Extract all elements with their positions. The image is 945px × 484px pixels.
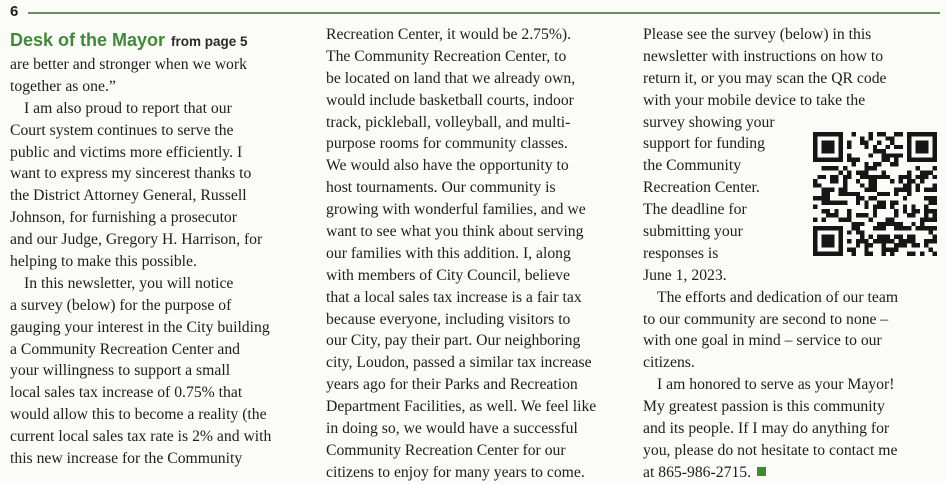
- text-line-content: in doing so, we would have a successful: [326, 420, 578, 438]
- text-line-content: The efforts and dedication of our team: [657, 288, 899, 306]
- text-line: [10, 317, 310, 339]
- text-line-content: return it, or you may scan the QR code: [643, 69, 887, 87]
- text-line: [326, 24, 626, 46]
- text-line: [326, 112, 626, 134]
- text-line: [643, 374, 943, 396]
- text-line-content: this new increase for the Community: [10, 450, 243, 468]
- text-line: [643, 112, 943, 134]
- text-line-content: with one goal in mind – service to our: [643, 332, 882, 350]
- text-line-content: and its people. If I may do anything for: [643, 420, 890, 438]
- text-line: [643, 309, 943, 331]
- text-line-content: The deadline for: [643, 201, 747, 219]
- text-line: [643, 462, 943, 484]
- text-line: [326, 221, 626, 243]
- text-line-content: growing with wonderful families, and we: [326, 201, 586, 219]
- text-line: [10, 54, 310, 76]
- text-line: [10, 229, 310, 251]
- text-line: [643, 352, 943, 374]
- text-line-content: June 1, 2023.: [643, 266, 727, 284]
- text-line-content: with members of City Council, believe: [326, 266, 570, 284]
- text-line: [643, 68, 943, 90]
- text-line-content: a Community Recreation Center and: [10, 340, 241, 358]
- text-line-content: the District Attorney General, Russell: [10, 187, 247, 205]
- text-line: [10, 295, 310, 317]
- text-line-content: be located on land that we already own,: [326, 69, 576, 87]
- text-line: [326, 243, 626, 265]
- text-line-content: local sales tax increase of 0.75% that: [10, 384, 243, 402]
- text-line: [326, 418, 626, 440]
- text-line-content: our families with this addition. I, along: [326, 244, 571, 262]
- text-line: [643, 90, 943, 112]
- text-line: [10, 273, 310, 295]
- page-header: [6, 3, 940, 25]
- text-line-content: submitting your: [643, 223, 743, 241]
- text-line: [326, 462, 626, 484]
- text-line-content: In this newsletter, you will notice: [24, 274, 234, 292]
- text-line-content: and our Judge, Gregory H. Harrison, for: [10, 231, 263, 249]
- column-2: [326, 24, 626, 484]
- text-line: [10, 120, 310, 142]
- text-line-content: I am honored to serve as your Mayor!: [657, 376, 895, 394]
- text-line: [10, 360, 310, 382]
- text-line: [326, 330, 626, 352]
- end-of-article-square-icon: [757, 467, 766, 476]
- text-line-content: track, pickleball, volleyball, and multi-: [326, 113, 571, 131]
- text-line-content: Recreation Center, it would be 2.75%).: [326, 26, 572, 43]
- text-line-content: purpose rooms for community classes.: [326, 135, 568, 153]
- qr-code-icon[interactable]: [811, 132, 939, 256]
- text-line-content: are better and stronger when we work: [10, 56, 247, 73]
- text-line-content: Johnson, for furnishing a prosecutor: [10, 209, 237, 227]
- text-line: [326, 46, 626, 68]
- text-line: [326, 199, 626, 221]
- text-line: [10, 76, 310, 98]
- text-line-content: current local sales tax rate is 2% and with: [10, 428, 272, 446]
- text-line: [10, 404, 310, 426]
- text-line-content: Court system continues to serve the: [10, 121, 234, 139]
- text-line: [326, 309, 626, 331]
- continued-from-label: from page 5: [171, 34, 248, 49]
- text-line: [10, 142, 310, 164]
- text-line-content: want to see what you think about serving: [326, 223, 584, 241]
- text-line: [326, 440, 626, 462]
- text-line: [643, 46, 943, 68]
- text-line-content: helping to make this possible.: [10, 253, 197, 271]
- text-line-content: Department Facilities, as well. We feel like: [326, 398, 597, 416]
- text-line-content: together as one.”: [10, 77, 116, 95]
- text-line-content: newsletter with instructions on how to: [643, 47, 884, 65]
- text-line-content: would include basketball courts, indoor: [326, 91, 574, 109]
- text-line-content: city, Loudon, passed a similar tax increase: [326, 354, 592, 372]
- text-line-content: survey showing your: [643, 113, 775, 131]
- text-line: [10, 163, 310, 185]
- text-line-content: Community Recreation Center for our: [326, 441, 566, 459]
- text-line: [643, 418, 943, 440]
- text-line-content: want to express my sincerest thanks to: [10, 165, 252, 183]
- text-line: [326, 155, 626, 177]
- text-line: [326, 133, 626, 155]
- text-line-content: a survey (below) for the purpose of: [10, 296, 232, 314]
- text-line-content: gauging your interest in the City building: [10, 318, 270, 336]
- header-rule: [28, 12, 940, 14]
- text-line: [643, 287, 943, 309]
- text-line: [10, 251, 310, 273]
- text-line-content: We would also have the opportunity to: [326, 157, 569, 175]
- text-line-content: the Community: [643, 157, 742, 175]
- text-line-content: responses is: [643, 244, 719, 262]
- text-line-content: you, please do not hesitate to contact me: [643, 441, 898, 459]
- column-1-text: [10, 54, 310, 470]
- text-line: [643, 265, 943, 287]
- text-line-content: Please see the survey (below) in this: [643, 26, 872, 43]
- text-line: [326, 68, 626, 90]
- text-line-content: would allow this to become a reality (the: [10, 406, 267, 424]
- text-line-content: with your mobile device to take the: [643, 91, 866, 109]
- text-line: [643, 330, 943, 352]
- text-line: [10, 98, 310, 120]
- text-line-content: My greatest passion is this community: [643, 398, 885, 416]
- page-number: 6: [10, 3, 19, 20]
- article-heading: [10, 26, 310, 54]
- text-line: [643, 24, 943, 46]
- text-line-content: years ago for their Parks and Recreation: [326, 376, 578, 394]
- text-line-content: to our community are second to none –: [643, 310, 889, 328]
- text-line-content: public and victims more efficiently. I: [10, 143, 243, 161]
- text-line-content: that a local sales tax increase is a fair tax: [326, 288, 582, 306]
- text-line-content: host tournaments. Our community is: [326, 179, 556, 197]
- text-line-content: your willingness to support a small: [10, 362, 231, 380]
- text-line: [326, 90, 626, 112]
- text-line: [326, 265, 626, 287]
- text-line: [10, 448, 310, 470]
- text-line-content: citizens.: [643, 354, 695, 372]
- text-line-content: The Community Recreation Center, to: [326, 47, 567, 65]
- text-line: [10, 426, 310, 448]
- text-line-content: our City, pay their part. Our neighboring: [326, 332, 581, 350]
- text-line: [643, 440, 943, 462]
- text-line: [326, 177, 626, 199]
- text-line-content: citizens to enjoy for many years to come.: [326, 463, 585, 481]
- text-line: [326, 396, 626, 418]
- text-line-content: I am also proud to report that our: [24, 99, 232, 117]
- article-title: Desk of the Mayor: [10, 30, 166, 50]
- text-line: [10, 207, 310, 229]
- column-1: [10, 24, 310, 470]
- text-line: [643, 396, 943, 418]
- text-line: [326, 352, 626, 374]
- text-line-content: at 865-986-2715.: [643, 463, 752, 481]
- text-line: [326, 287, 626, 309]
- text-line-content: Recreation Center.: [643, 179, 760, 197]
- text-line: [10, 185, 310, 207]
- text-line-content: support for funding: [643, 135, 765, 153]
- column-2-text: [326, 24, 626, 484]
- text-line: [10, 382, 310, 404]
- text-line: [326, 374, 626, 396]
- text-line: [10, 339, 310, 361]
- text-line-content: because everyone, including visitors to: [326, 310, 571, 328]
